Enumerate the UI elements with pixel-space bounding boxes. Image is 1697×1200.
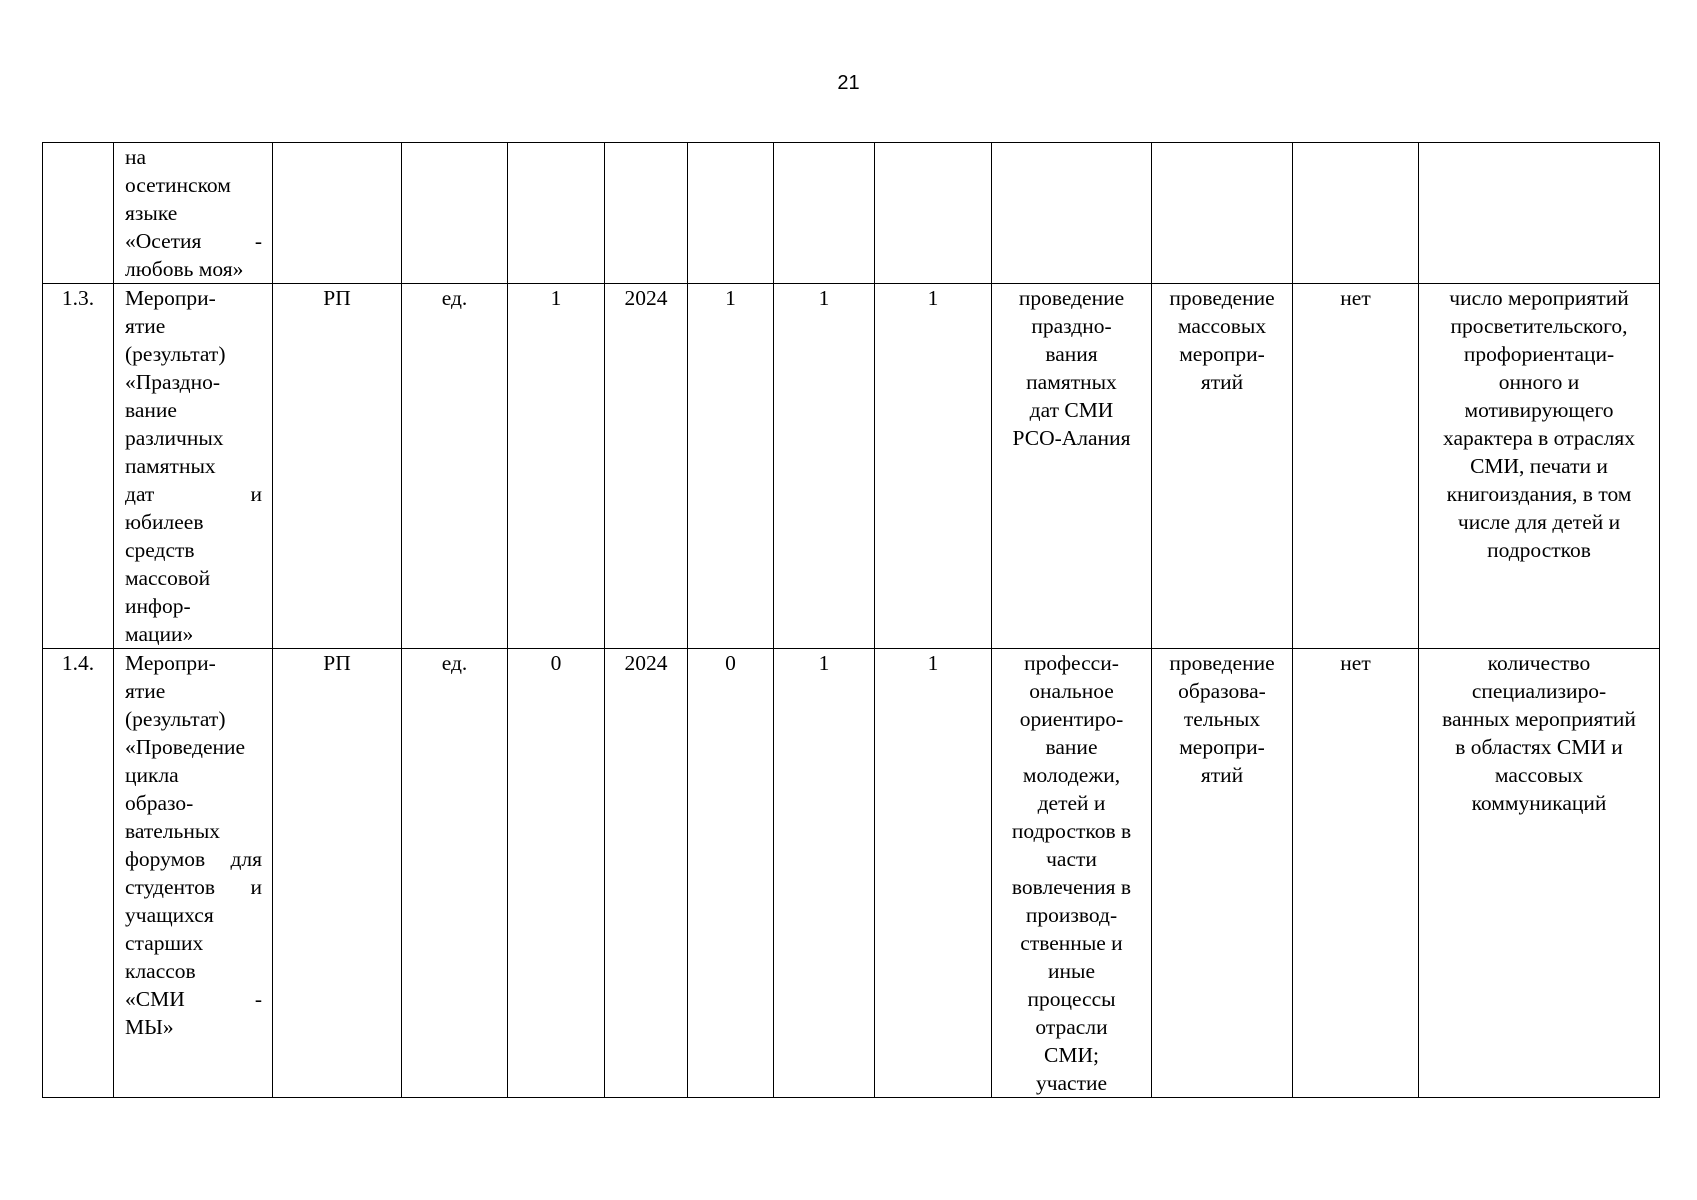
cell-line: подростков в — [1011, 819, 1132, 843]
cell-line — [125, 227, 262, 255]
cell-word: студентов — [125, 875, 216, 899]
cell-line: детей и — [1037, 791, 1106, 815]
cell-line: «Праздно- — [125, 370, 221, 394]
cell-line: меропри- — [1179, 735, 1265, 759]
cell-line: ориентиро- — [1019, 707, 1124, 731]
cell-base-year: 2024 — [605, 284, 688, 649]
cell-value-2024 — [688, 143, 774, 284]
cell-base-year: 2024 — [605, 649, 688, 1098]
cell-indicator — [1419, 284, 1660, 649]
cell-line: различных — [125, 426, 224, 450]
cell-line: ванных мероприятий — [1442, 707, 1636, 731]
cell-word: для — [230, 847, 262, 871]
cell-line — [125, 845, 262, 873]
cell-type — [1152, 649, 1293, 1098]
cell-line: ятий — [1200, 763, 1244, 787]
cell-line: подростков — [1487, 538, 1591, 562]
cell-flag — [1293, 143, 1419, 284]
cell-line: любовь моя» — [125, 257, 244, 281]
cell-level — [273, 143, 402, 284]
cell-value-2024: 0 — [688, 649, 774, 1098]
cell-word: форумов — [125, 847, 206, 871]
cell-line: ятие — [125, 679, 166, 703]
cell-line: проведение — [1018, 286, 1125, 310]
cell-line: МЫ» — [125, 1015, 174, 1039]
cell-description — [992, 649, 1152, 1098]
cell-line: старших — [125, 931, 204, 955]
cell-line: СМИ; — [1044, 1043, 1099, 1067]
cell-level: РП — [273, 649, 402, 1098]
cell-line: онного и — [1498, 370, 1580, 394]
cell-line: средств — [125, 538, 195, 562]
cell-line: СМИ, печати и — [1470, 454, 1608, 478]
cell-value-2026 — [875, 143, 992, 284]
cell-word: дат — [125, 482, 155, 506]
cell-unit — [402, 143, 508, 284]
cell-line: осетинском — [125, 173, 231, 197]
cell-measure-name — [114, 284, 273, 649]
cell-type — [1152, 143, 1293, 284]
cell-line: просветительского, — [1450, 314, 1628, 338]
cell-line: Меропри- — [125, 651, 216, 675]
cell-word: - — [254, 987, 262, 1011]
cell-line: языке — [125, 201, 178, 225]
cell-line: книгоиздания, в том — [1446, 482, 1632, 506]
cell-line — [125, 873, 262, 901]
cell-base-year — [605, 143, 688, 284]
cell-base-value — [508, 143, 605, 284]
cell-measure-name — [114, 649, 273, 1098]
cell-line: коммуникаций — [1471, 791, 1607, 815]
cell-line — [125, 480, 262, 508]
cell-line: участие — [1035, 1071, 1108, 1095]
cell-line: ятие — [125, 314, 166, 338]
cell-line: ятий — [1200, 370, 1244, 394]
cell-line: количество — [1487, 651, 1591, 675]
cell-line: РСО-Алания — [1012, 426, 1131, 450]
cell-flag: нет — [1293, 284, 1419, 649]
cell-line: меропри- — [1179, 342, 1265, 366]
cell-line: массовых — [1494, 763, 1584, 787]
cell-line: проведение — [1169, 286, 1275, 310]
cell-number: 1.4. — [43, 649, 114, 1098]
cell-line: ональное — [1029, 679, 1114, 703]
cell-line: вовлечения в — [1011, 875, 1132, 899]
cell-line: образова- — [1178, 679, 1266, 703]
measures-table — [42, 142, 1660, 1098]
cell-word: - — [254, 229, 262, 253]
cell-value-2025: 1 — [774, 284, 875, 649]
cell-line: памятных — [1026, 370, 1117, 394]
cell-line: характера в отраслях — [1443, 426, 1635, 450]
cell-line: тельных — [1183, 707, 1261, 731]
cell-line: классов — [125, 959, 196, 983]
cell-value-2026: 1 — [875, 649, 992, 1098]
cell-value-2025: 1 — [774, 649, 875, 1098]
cell-measure-name — [114, 143, 273, 284]
cell-indicator — [1419, 143, 1660, 284]
table-row — [43, 143, 1660, 284]
cell-line: на — [125, 145, 147, 169]
cell-base-value: 1 — [508, 284, 605, 649]
cell-line: производ- — [1025, 903, 1118, 927]
cell-line: числе для детей и — [1457, 510, 1621, 534]
cell-line: юбилеев — [125, 510, 204, 534]
cell-line: учащихся — [125, 903, 214, 927]
cell-word: и — [250, 875, 262, 899]
cell-base-value: 0 — [508, 649, 605, 1098]
cell-line: отрасли — [1035, 1015, 1108, 1039]
cell-line: дат СМИ — [1029, 398, 1114, 422]
cell-number: 1.3. — [43, 284, 114, 649]
cell-line: праздно- — [1031, 314, 1112, 338]
cell-line: массовой — [125, 566, 211, 590]
cell-line: мотивирующего — [1464, 398, 1614, 422]
cell-value-2025 — [774, 143, 875, 284]
page-number: 21 — [837, 72, 860, 94]
cell-description — [992, 143, 1152, 284]
cell-line: ственные и — [1020, 931, 1123, 955]
cell-line: вательных — [125, 819, 221, 843]
cell-line: профориентаци- — [1463, 342, 1615, 366]
cell-line: процессы — [1027, 987, 1116, 1011]
cell-line: проведение — [1169, 651, 1275, 675]
cell-line: число мероприятий — [1449, 286, 1629, 310]
cell-word: «Осетия — [125, 229, 202, 253]
cell-description — [992, 284, 1152, 649]
cell-line: професси- — [1024, 651, 1119, 675]
cell-word: «СМИ — [125, 987, 185, 1011]
cell-line: массовых — [1177, 314, 1267, 338]
cell-line: памятных — [125, 454, 216, 478]
cell-line — [125, 985, 262, 1013]
table-row — [43, 649, 1660, 1098]
cell-line: специализиро- — [1471, 679, 1607, 703]
cell-number — [43, 143, 114, 284]
cell-line: молодежи, — [1022, 763, 1121, 787]
cell-flag: нет — [1293, 649, 1419, 1098]
cell-line: вания — [1045, 342, 1098, 366]
cell-unit: ед. — [402, 284, 508, 649]
cell-line: образо- — [125, 791, 194, 815]
cell-line: инфор- — [125, 594, 191, 618]
cell-line: цикла — [125, 763, 179, 787]
cell-line: части — [1046, 847, 1097, 871]
cell-unit: ед. — [402, 649, 508, 1098]
cell-indicator — [1419, 649, 1660, 1098]
table-row — [43, 284, 1660, 649]
cell-value-2024: 1 — [688, 284, 774, 649]
cell-line: мации» — [125, 622, 194, 646]
cell-line: вание — [125, 398, 177, 422]
cell-line: (результат) — [125, 707, 226, 731]
cell-line: «Проведение — [125, 735, 246, 759]
cell-level: РП — [273, 284, 402, 649]
cell-type — [1152, 284, 1293, 649]
cell-line: в областях СМИ и — [1455, 735, 1623, 759]
cell-line: Меропри- — [125, 286, 216, 310]
cell-line: вание — [1045, 735, 1098, 759]
cell-line: иные — [1048, 959, 1095, 983]
cell-word: и — [250, 482, 262, 506]
cell-line: (результат) — [125, 342, 226, 366]
cell-value-2026: 1 — [875, 284, 992, 649]
